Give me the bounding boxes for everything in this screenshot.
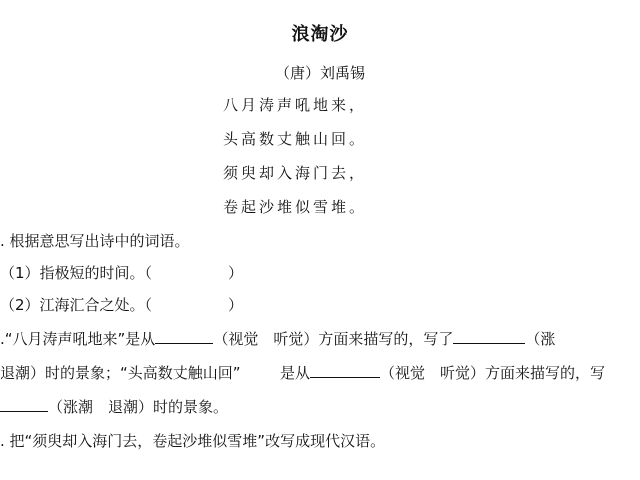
text-segment: 退潮）时的景象；“头高数丈触山回” [0,364,241,382]
answer-blank[interactable] [453,329,525,344]
poem-line-2: 头高数丈触山回。 [222,130,367,148]
item-text: （2）江海汇合之处。（ [0,296,153,314]
answer-blank[interactable] [155,329,213,344]
poem-title: 浪淘沙 [291,24,349,45]
text-segment: .“八月涛声吼地来”是从 [0,330,156,348]
answer-blank[interactable] [310,363,380,378]
text-segment: 是从 [280,364,311,382]
question-2-line-2 [0,362,241,383]
text-segment: （视觉 听觉）方面来描写的，写 [380,364,606,382]
item-text: （1）指极短的时间。（ [0,264,153,282]
answer-blank[interactable] [0,397,48,412]
question-1-item-1 [0,262,152,283]
answer-close-paren: ） [228,264,244,282]
poem-author: （唐）刘禹锡 [274,64,365,82]
text-segment: （视觉 听觉）方面来描写的，写了 [213,330,454,348]
question-2-line-1 [0,328,555,349]
question-3-prompt: . 把“须臾却入海门去，卷起沙堆似雪堆”改写成现代汉语。 [0,432,386,450]
question-1-prompt: . 根据意思写出诗中的词语。 [0,232,190,250]
poem-line-1: 八月涛声吼地来， [222,96,367,114]
answer-close-paren: ） [228,296,244,314]
question-2-line-2b [280,362,605,383]
text-segment: （涨潮 退潮）时的景象。 [48,398,229,416]
poem-line-4: 卷起沙堆似雪堆。 [222,198,367,216]
question-1-item-2 [0,294,152,315]
text-segment: （涨 [525,330,556,348]
poem-line-3: 须臾却入海门去， [222,164,367,182]
question-2-line-3 [0,396,228,417]
